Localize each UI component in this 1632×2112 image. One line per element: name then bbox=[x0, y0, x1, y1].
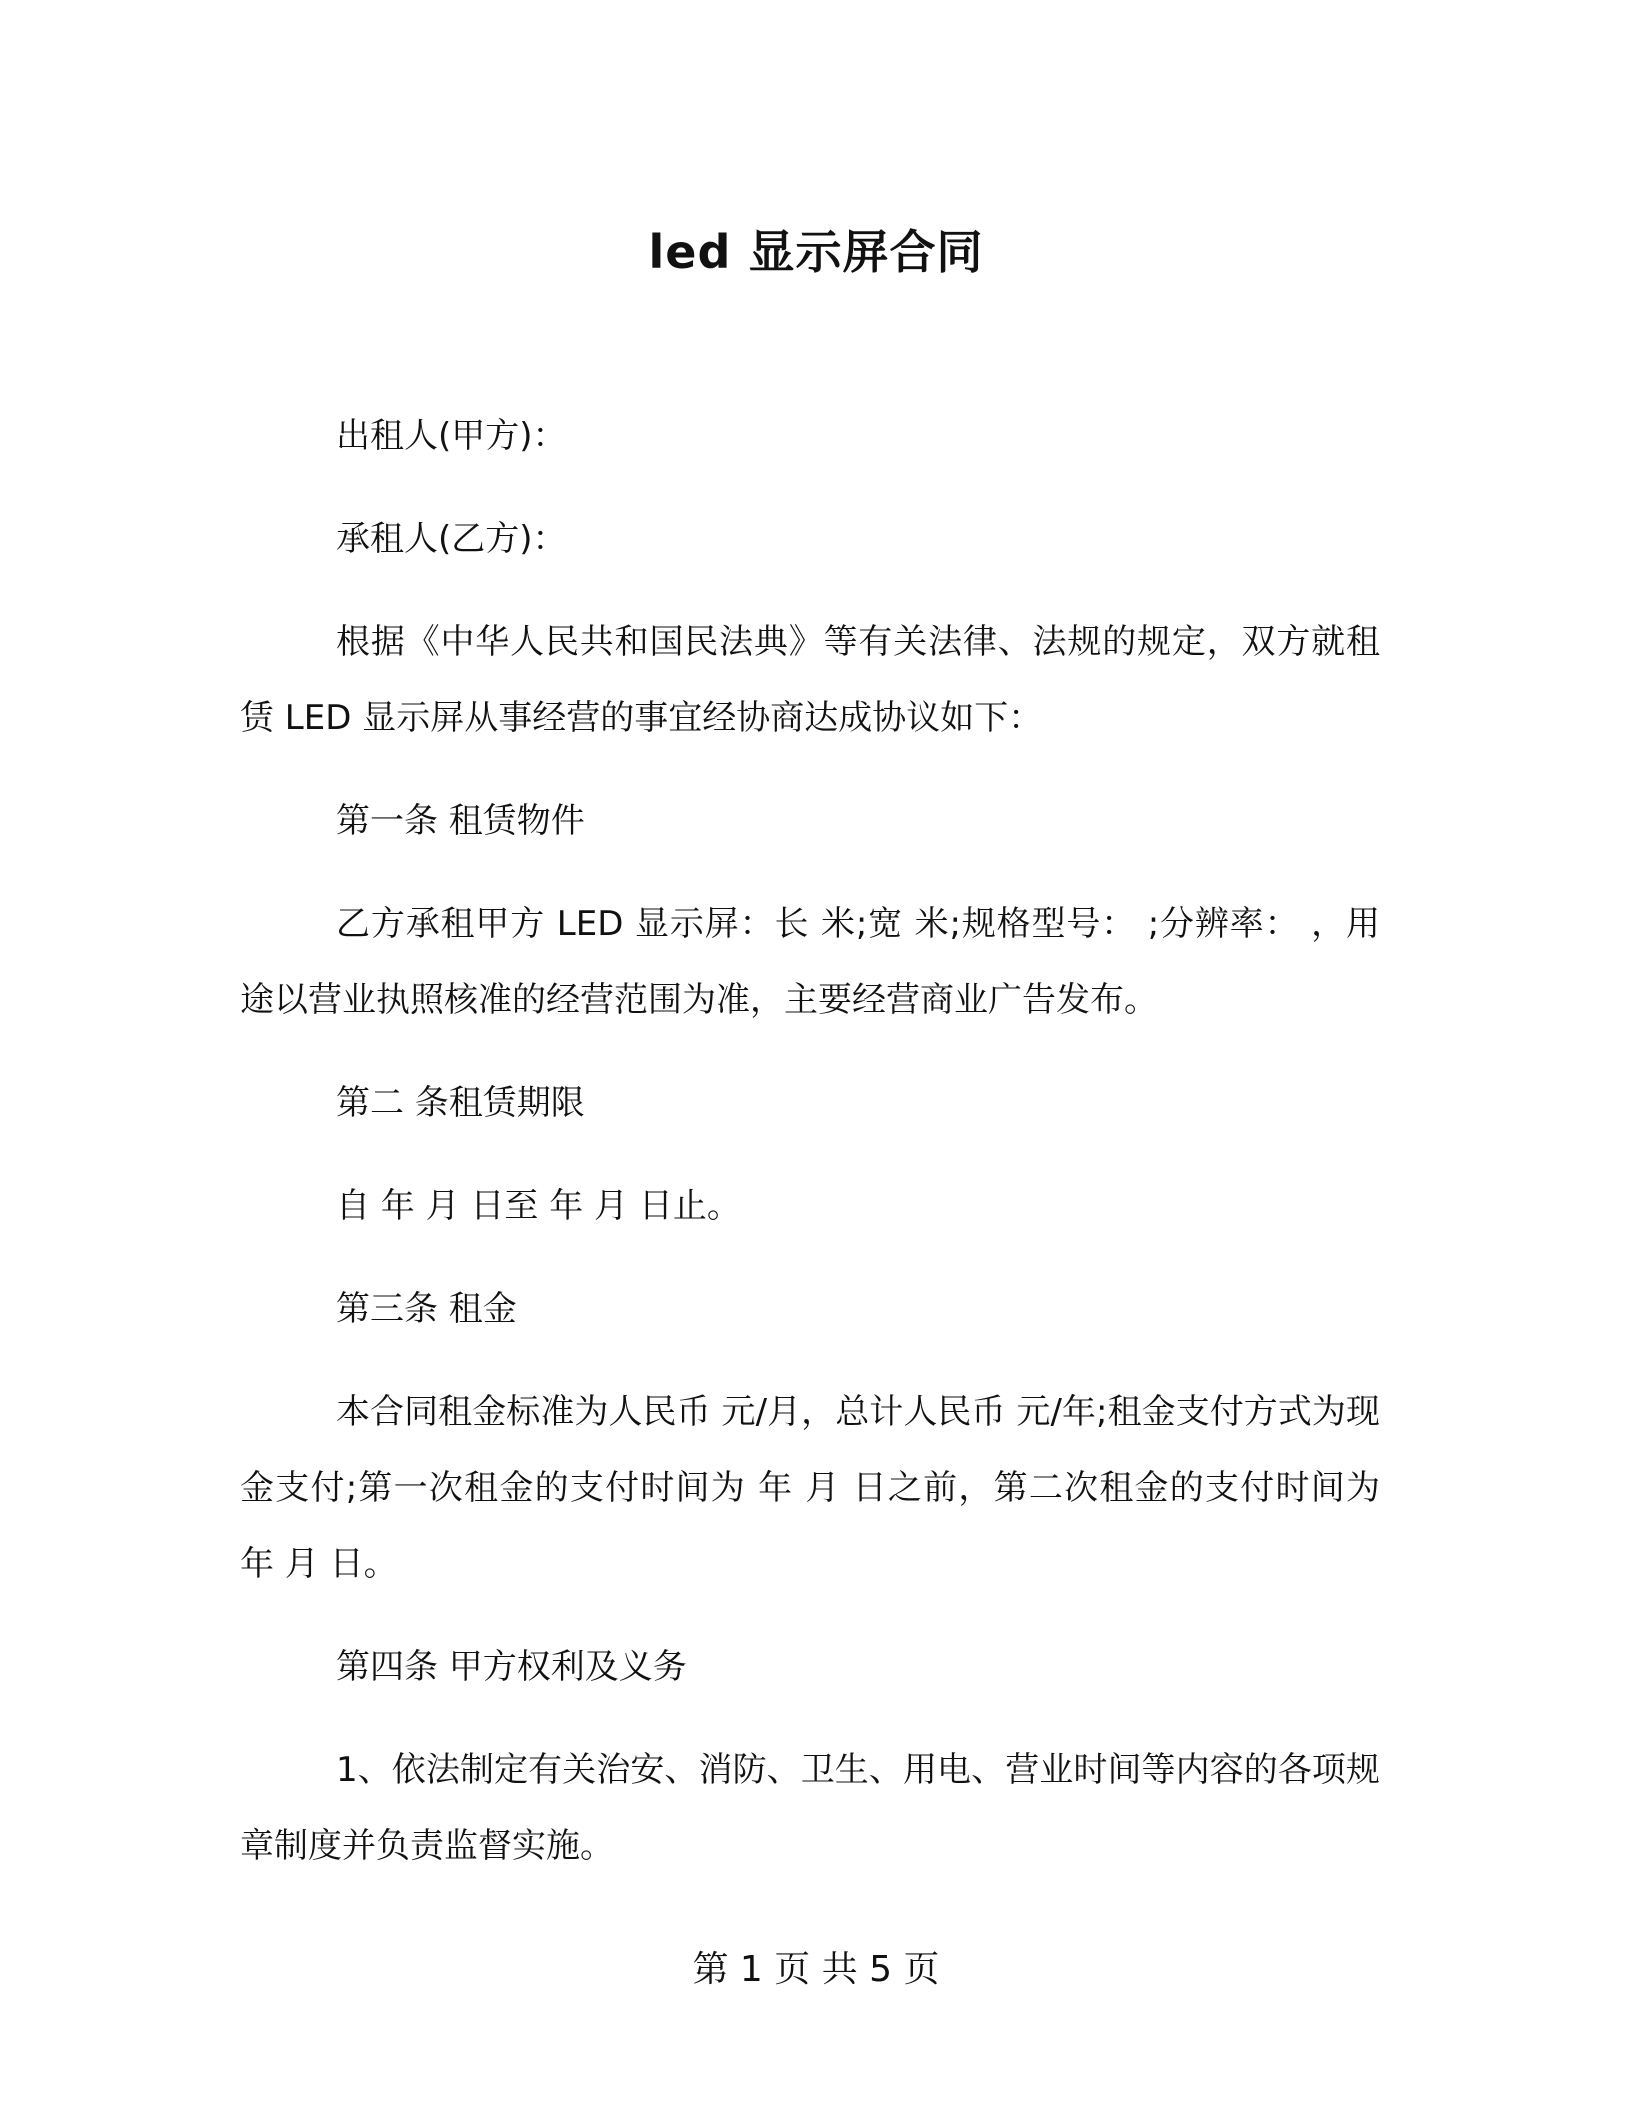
article-1-text: 乙方承租甲方 LED 显示屏：长 米;宽 米;规格型号： ;分辨率： ，用途以营业执照核准的经营范围为准，主要经营商业广告发布。 bbox=[240, 904, 1380, 1020]
document-body bbox=[240, 398, 1380, 1911]
page-footer: 第 1 页 共 5 页 bbox=[692, 1949, 940, 1990]
article-4-heading: 第四条 甲方权利及义务 bbox=[336, 1647, 687, 1687]
preamble-paragraph: 根据《中华人民共和国民法典》等有关法律、法规的规定，双方就租赁 LED 显示屏从事经营的事宜经协商达成协议如下： bbox=[240, 622, 1380, 738]
party-a-line: 出租人(甲方)： bbox=[336, 416, 567, 456]
article-3-heading: 第三条 租金 bbox=[336, 1289, 517, 1329]
article-2-text: 自 年 月 日至 年 月 日止。 bbox=[336, 1186, 741, 1226]
article-2-heading: 第二 条租赁期限 bbox=[336, 1083, 585, 1123]
article-3-text: 本合同租金标准为人民币 元/月，总计人民币 元/年;租金支付方式为现金支付;第一次租金的支付时间为 年 月 日之前，第二次租金的支付时间为 年 月 日。 bbox=[240, 1392, 1380, 1584]
party-b-line: 承租人(乙方)： bbox=[336, 519, 567, 559]
document-title: led 显示屏合同 bbox=[648, 225, 984, 279]
article-4-item-1: 1、依法制定有关治安、消防、卫生、用电、营业时间等内容的各项规章制度并负责监督实施。 bbox=[240, 1750, 1380, 1866]
article-1-heading: 第一条 租赁物件 bbox=[336, 801, 585, 841]
